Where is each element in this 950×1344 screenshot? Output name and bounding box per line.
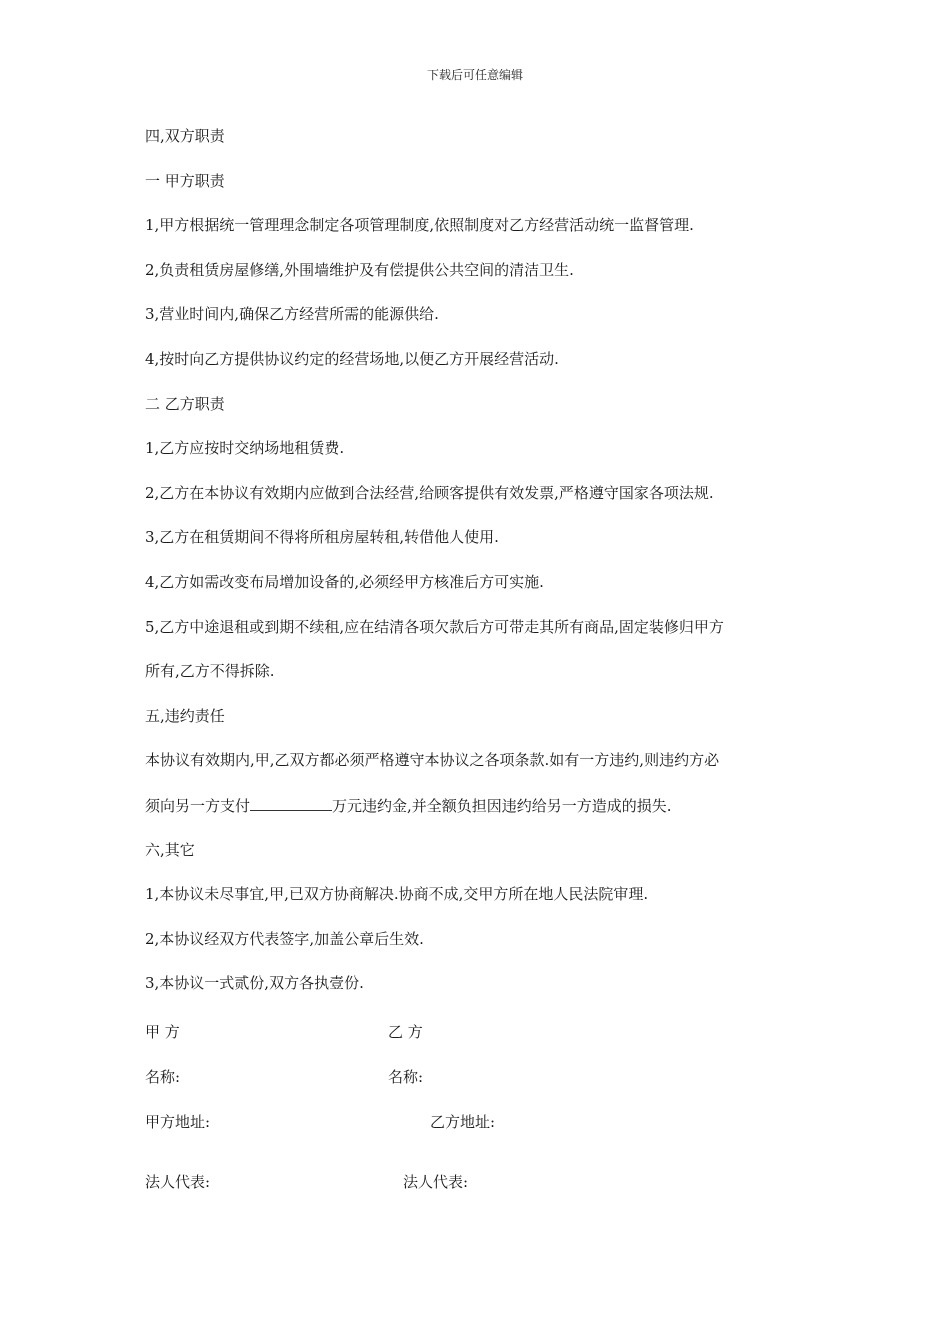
section-title: 五,违约责任 xyxy=(145,706,225,725)
party-a-name-label: 名称: xyxy=(145,1068,181,1086)
paragraph-line: 本协议有效期内,甲,乙双方都必须严格遵守本协议之各项条款.如有一方违约,则违约方必 xyxy=(145,751,720,770)
party-b-address-label: 乙方地址: xyxy=(430,1113,496,1131)
list-item: 4,乙方如需改变布局增加设备的,必须经甲方核准后方可实施. xyxy=(145,572,544,591)
list-item: 3,本协议一式贰份,双方各执壹份. xyxy=(145,974,364,993)
contract-body xyxy=(145,125,810,1017)
list-item: 3,营业时间内,确保乙方经营所需的能源供给. xyxy=(145,305,439,324)
subsection-title: 一 甲方职责 xyxy=(145,171,225,190)
paragraph-text: 须向另一方支付 xyxy=(145,796,251,815)
party-a-address-label: 甲方地址: xyxy=(145,1113,211,1131)
party-b-name-label: 名称: xyxy=(388,1068,424,1086)
subsection-title: 二 乙方职责 xyxy=(145,394,225,413)
list-item: 2,负责租赁房屋修缮,外围墙维护及有偿提供公共空间的清洁卫生. xyxy=(145,260,574,279)
list-item: 4,按时向乙方提供协议约定的经营场地,以便乙方开展经营活动. xyxy=(145,349,559,368)
list-item: 3,乙方在租赁期间不得将所租房屋转租,转借他人使用. xyxy=(145,528,499,547)
list-item: 2,乙方在本协议有效期内应做到合法经营,给顾客提供有效发票,严格遵守国家各项法规. xyxy=(145,483,714,502)
list-item: 2,本协议经双方代表签字,加盖公章后生效. xyxy=(145,929,424,948)
party-b-label: 乙 方 xyxy=(388,1023,423,1041)
header-note: 下载后可任意编辑 xyxy=(426,68,523,82)
party-b-representative-label: 法人代表: xyxy=(403,1173,469,1191)
section-title: 四,双方职责 xyxy=(145,127,225,145)
fill-in-blank[interactable] xyxy=(250,794,332,811)
list-item: 1,乙方应按时交纳场地租赁费. xyxy=(145,439,345,458)
list-item-continuation: 所有,乙方不得拆除. xyxy=(145,662,275,681)
paragraph-line xyxy=(145,794,810,816)
list-item: 1,甲方根据统一管理理念制定各项管理制度,依照制度对乙方经营活动统一监督管理. xyxy=(145,216,694,235)
list-item: 1,本协议未尽事宜,甲,已双方协商解决.协商不成,交甲方所在地人民法院审理. xyxy=(145,885,649,904)
section-title: 六,其它 xyxy=(145,840,195,859)
list-item: 5,乙方中途退租或到期不续租,应在结清各项欠款后方可带走其所有商品,固定装修归甲方 xyxy=(145,617,724,636)
party-a-representative-label: 法人代表: xyxy=(145,1173,211,1191)
party-a-label: 甲 方 xyxy=(145,1023,180,1041)
paragraph-text: 万元违约金,并全额负担因违约给另一方造成的损失. xyxy=(332,796,672,815)
